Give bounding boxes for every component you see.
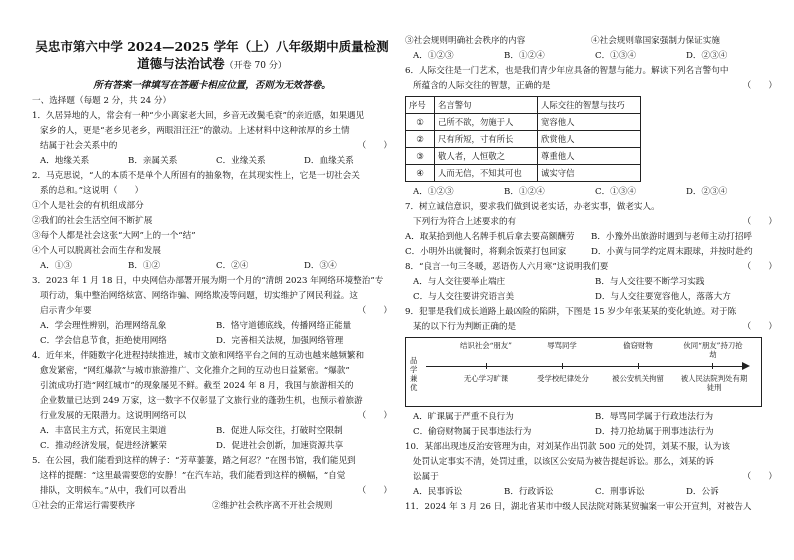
statement-item: ④社会规则靠国家强制力保证实施 [591,36,720,46]
table-cell: 敬人者，人恒敬之 [435,148,538,165]
option: B．亲属关系 [128,156,178,166]
q4-line: 企业数量已达到 249 万家，这一数字不仅彰显了文旅行业的蓬勃生机，也预示着旅游 [40,396,363,406]
table-header-row [406,97,641,114]
option: D．血缘关系 [304,156,354,166]
q5-statements [32,499,392,514]
option: D．②③④ [686,187,728,197]
q5-options [405,49,777,64]
table-cell: ② [406,131,435,148]
answer-paren: （ ） [742,81,777,91]
answer-paren: （ ） [742,472,777,482]
q3-options [32,319,392,334]
q5-line: 排队，文明候车。”从中，我们可以看出 [40,486,187,496]
q4-line: 愈发紧密，“网红爆款”与城市旅游推广、文化推介之间的互动也日益紧密。“爆款” [40,366,350,376]
q10-line: 处罚认定事实不清，处罚过重，以该区公安局为被告提起诉讼。那么，刘某的诉 [413,457,714,467]
q6-line: 6．人际交往是一门艺术，也是我们青少年应具备的智慧与能力。解读下列名言警句中 [405,66,729,76]
q5-statements [405,34,777,49]
answer-paren: （ ） [357,486,392,496]
q3-options [32,334,392,349]
exam-title [32,38,392,75]
timeline-tick [486,363,487,369]
answer-paren: （ ） [357,306,392,316]
table-cell: ① [406,114,435,131]
statement-item: ③每个人都是社会这张“大网”上的一个“结” [32,231,196,241]
table-cell: ④ [406,165,435,182]
q7-line: 下列行为符合上述要求的有 [413,217,517,227]
proverb-table [405,96,641,182]
q10-line: 讼属于 [413,472,439,482]
option: C．②④ [216,261,249,271]
table-cell: 尺有所短，寸有所长 [435,131,538,148]
table-cell: 宽容他人 [538,114,641,131]
table-cell: ③ [406,148,435,165]
option: B．①② [128,261,161,271]
option: C．学会信息节食，拒绝使用网络 [40,336,167,346]
option: B．小豫外出旅游时遇到与老师主动打招呼 [591,232,753,242]
option: D．公诉 [686,487,719,497]
exam-notice: 所有答案一律填写在答题卡相应位置，否则为无效答卷。 [93,80,331,91]
q3-line: 启示青少年要 [40,306,92,316]
table-cell: 己所不欲，勿施于人 [435,114,538,131]
option: B．①②④ [504,187,545,197]
option: B．辱骂同学属于行政违法行为 [595,412,714,422]
q6-options [405,185,777,200]
arrowhead-icon [742,362,750,370]
diagram-top-label: 伙同“朋友”持刀抢劫 [683,341,743,359]
q4-line: 行业发展的无限潜力。这说明网络可以 [40,411,187,421]
option: D．促进社会创新，加速资源共享 [216,441,344,451]
q2-options [32,259,392,274]
option: A．旷课属于严重不良行为 [413,412,514,422]
table-cell: 人而无信，不知其可也 [435,165,538,182]
option: C．小明外出就餐时，将剩余饭菜打包回家 [405,247,567,257]
title-line-1: 吴忠市第六中学 2024—2025 学年（上）八年级期中质量检测 [35,39,389,54]
q2-line: 系的总和。”这说明（ ） [40,186,144,196]
option: B．恪守道德底线，传播网络正能量 [216,321,352,331]
table-cell: 诚实守信 [538,165,641,182]
question-11: 11．2024 年 3 月 26 日，湖北省某市中级人民法院对陈某贸骗案一审公开宣判，对被告人 [405,502,752,512]
answer-paren: （ ） [742,262,777,272]
question-2 [32,169,392,274]
statement-item: ③社会规则明确社会秩序的内容 [405,36,526,46]
q3-line: 3．2023 年 1 月 18 日，中央网信办部署开展为期一个月的“清朗 2023 年网络环境整治”专 [32,276,384,286]
diagram-top-label: 辱骂同学 [547,341,577,350]
option: D．小黄与同学约定周末跟球，并按时赴约 [591,247,753,257]
question-6 [405,64,777,200]
option: D．②③④ [686,51,728,61]
diagram-bottom-label: 被公安机关拘留 [612,374,664,383]
diagram-bottom-label: 受学校纪律处分 [537,374,589,383]
table-row [406,131,641,148]
table-header-cell: 序号 [406,97,435,114]
option: A．与人交往要举止端庄 [413,277,506,287]
left-column [32,0,392,514]
q2-line: 2．马克思说，“人的本质不是单个人所固有的抽象物，在其现实性上，它是一切社会关 [32,171,360,181]
q8-options [405,290,777,305]
table-cell: 尊重他人 [538,148,641,165]
table-header-cell: 人际交往的智慧与技巧 [538,97,641,114]
q9-line: 某的以下行为判断正确的是 [413,322,517,332]
q9-line: 9．犯罪是我们成长道路上最凶险的陷阱，下图是 15 岁少年张某某的变化轨迹。对于陈 [405,307,737,317]
diagram-top-label: 偷窃财物 [623,341,653,350]
answer-paren: （ ） [742,322,777,332]
option: A．学会理性辨别，治理网络乱象 [40,321,167,331]
question-5 [32,454,392,514]
title-paren: （开卷 70 分） [224,61,287,71]
q10-options [405,485,777,500]
option: B．行政诉讼 [504,487,554,497]
answer-paren: （ ） [357,411,392,421]
answer-paren: （ ） [742,217,777,227]
q1-line: 1．久居异地的人，常会有一种“少小离家老大回，乡音无改鬓毛衰”的亲近感，如果遇见 [32,111,365,121]
q1-line: 家乡的人，更是“老乡见老乡，两眼泪汪汪”的激动。上述材料中这种浓厚的乡土情 [40,126,350,136]
option: D．持刀抢劫属于刑事违法行为 [595,427,714,437]
q7-options [405,245,777,260]
option: B．①②④ [504,51,545,61]
question-3 [32,274,392,349]
q5-line: 5．在公园，我们能看到这样的牌子：“芳草萋萋，踏之何忍？”在图书馆，我们能见到 [32,456,356,466]
diagram-bottom-label: 无心学习旷课 [463,374,509,383]
q4-line: 4．近年来，伴随数字化进程持续推进，城市文旅和网络平台之间的互动也越来越频繁和 [32,351,365,361]
timeline-arrow [426,366,744,367]
question-10 [405,440,777,500]
option: D．与人交往要宽容他人，落落大方 [595,292,731,302]
question-4 [32,349,392,454]
q3-line: 项行动，集中整治网络炫富、网络诈骗、网络欺凌等问题，切实维护了网民利益。这 [40,291,358,301]
statement-item: ①个人是社会的有机组成部分 [32,201,144,211]
q5-line: 这样的提醒：“这里最需要您的安静！”在汽车站，我们能看到这样的横幅，“自觉 [40,471,346,481]
statement-item: ④个人可以脱离社会而生存和发展 [32,246,161,256]
diagram-top-label: 结识社会“朋友” [460,341,512,350]
timeline-tick [638,363,639,369]
q1-line: 结属于社会关系中的 [40,141,118,151]
option: C．①③④ [595,51,636,61]
statement-item: ②维护社会秩序离不开社会规则 [212,501,333,511]
option: A．民事诉讼 [413,487,463,497]
trajectory-diagram [405,337,762,407]
q7-line: 7．树立诚信意识，要求我们做到说老实话，办老实事，做老实人。 [405,202,660,212]
question-1 [32,109,392,169]
option: A．①②③ [413,187,454,197]
option: A．地缘关系 [40,156,90,166]
diagram-bottom-label: 被人民法院判处有期徒刑 [680,374,748,392]
section-heading: 一、选择题（每题 2 分，共 24 分） [32,96,172,106]
q1-options [32,154,392,169]
q4-options [32,424,392,439]
question-9 [405,305,777,440]
option: A．取某拾到他人名牌手机后拿去要高额酬劳 [405,232,575,242]
table-row [406,114,641,131]
timeline-tick [712,363,713,369]
option: D．③④ [304,261,337,271]
table-header-cell: 名言警句 [435,97,538,114]
answer-paren: （ ） [357,141,392,151]
option: C．与人交往要讲究语言美 [413,292,515,302]
q8-options [405,275,777,290]
option: A．①③ [40,261,72,271]
q4-line: 引流成功打造“网红城市”的现象屡见不鲜。截至 2024 年 8 月，我国与旅游相关的 [40,381,354,391]
q7-options [405,230,777,245]
q4-options [32,439,392,454]
option: B．促进人际交往，打破时空限制 [216,426,343,436]
option: C．刑事诉讼 [595,487,645,497]
option: B．与人交往要不断学习实践 [595,277,705,287]
q10-line: 10．某部出现违反治安管理为由，对刘某作出罚款 500 元的处罚，刘某不服，认为该 [405,442,730,452]
option: C．推动经济发展，促进经济繁荣 [40,441,167,451]
diagram-start-label: 品学兼优 [410,356,418,392]
option: C．偷窃财物属于民事违法行为 [413,427,532,437]
q8-line: 8．“良言一句三冬暖，恶语伤人六月寒”这说明我们要 [405,262,609,272]
table-row [406,165,641,182]
option: C．①③④ [595,187,636,197]
statement-item: ②我们的社会生活空间不断扩展 [32,216,153,226]
q9-options [405,410,777,425]
timeline-tick [562,363,563,369]
question-7 [405,200,777,260]
option: A．丰富民主方式，拓宽民主渠道 [40,426,167,436]
table-row [406,148,641,165]
question-8 [405,260,777,305]
option: D．完善相关法规，加强网络管理 [216,336,344,346]
q9-options [405,425,777,440]
q6-line: 所蕴含的人际交往的智慧，正确的是 [413,81,551,91]
statement-item: ①社会的正常运行需要秩序 [32,501,136,511]
title-line-2: 道德与法治试卷 [137,56,225,71]
table-cell: 欣赏他人 [538,131,641,148]
option: A．①②③ [413,51,454,61]
right-column [405,0,777,515]
option: C．业缘关系 [216,156,266,166]
